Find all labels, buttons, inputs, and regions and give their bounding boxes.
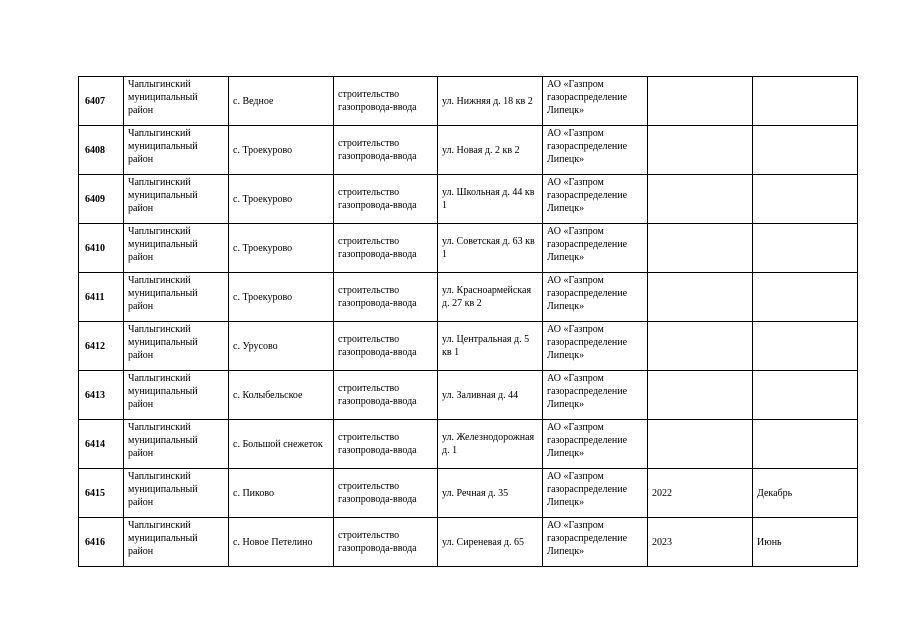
table-row (79, 224, 858, 273)
work-type-cell: строительство газопровода-ввода (334, 518, 438, 567)
month-cell (753, 420, 858, 469)
table-row (79, 77, 858, 126)
year-cell (648, 224, 753, 273)
address-cell: ул. Нижняя д. 18 кв 2 (438, 77, 543, 126)
row-number-cell: 6408 (79, 126, 124, 175)
village-cell: с. Урусово (229, 322, 334, 371)
row-number-cell: 6416 (79, 518, 124, 567)
district-cell: Чаплыгинский муниципальный район (124, 126, 229, 175)
year-cell (648, 420, 753, 469)
company-cell: АО «Газпром газораспределение Липецк» (543, 420, 648, 469)
year-cell: 2023 (648, 518, 753, 567)
month-cell: Июнь (753, 518, 858, 567)
month-cell (753, 371, 858, 420)
work-type-cell: строительство газопровода-ввода (334, 371, 438, 420)
company-cell: АО «Газпром газораспределение Липецк» (543, 77, 648, 126)
table-row (79, 420, 858, 469)
row-number-cell: 6415 (79, 469, 124, 518)
work-type-cell: строительство газопровода-ввода (334, 420, 438, 469)
row-number-cell: 6410 (79, 224, 124, 273)
district-cell: Чаплыгинский муниципальный район (124, 469, 229, 518)
year-cell (648, 175, 753, 224)
month-cell: Декабрь (753, 469, 858, 518)
district-cell: Чаплыгинский муниципальный район (124, 420, 229, 469)
address-cell: ул. Новая д. 2 кв 2 (438, 126, 543, 175)
company-cell: АО «Газпром газораспределение Липецк» (543, 322, 648, 371)
district-cell: Чаплыгинский муниципальный район (124, 77, 229, 126)
company-cell: АО «Газпром газораспределение Липецк» (543, 469, 648, 518)
company-cell: АО «Газпром газораспределение Липецк» (543, 126, 648, 175)
row-number-cell: 6409 (79, 175, 124, 224)
address-cell: ул. Сиреневая д. 65 (438, 518, 543, 567)
month-cell (753, 273, 858, 322)
table-row (79, 469, 858, 518)
row-number-cell: 6411 (79, 273, 124, 322)
address-cell: ул. Советская д. 63 кв 1 (438, 224, 543, 273)
work-type-cell: строительство газопровода-ввода (334, 469, 438, 518)
year-cell (648, 322, 753, 371)
district-cell: Чаплыгинский муниципальный район (124, 273, 229, 322)
village-cell: с. Пиково (229, 469, 334, 518)
address-cell: ул. Заливная д. 44 (438, 371, 543, 420)
company-cell: АО «Газпром газораспределение Липецк» (543, 518, 648, 567)
work-type-cell: строительство газопровода-ввода (334, 322, 438, 371)
village-cell: с. Троекурово (229, 126, 334, 175)
district-cell: Чаплыгинский муниципальный район (124, 518, 229, 567)
village-cell: с. Троекурово (229, 224, 334, 273)
company-cell: АО «Газпром газораспределение Липецк» (543, 273, 648, 322)
work-type-cell: строительство газопровода-ввода (334, 77, 438, 126)
gasification-table (78, 76, 858, 567)
district-cell: Чаплыгинский муниципальный район (124, 224, 229, 273)
table-row (79, 322, 858, 371)
address-cell: ул. Железнодорожная д. 1 (438, 420, 543, 469)
address-cell: ул. Центральная д. 5 кв 1 (438, 322, 543, 371)
table-row (79, 126, 858, 175)
row-number-cell: 6414 (79, 420, 124, 469)
row-number-cell: 6407 (79, 77, 124, 126)
village-cell: с. Троекурово (229, 175, 334, 224)
work-type-cell: строительство газопровода-ввода (334, 126, 438, 175)
address-cell: ул. Красноармейская д. 27 кв 2 (438, 273, 543, 322)
company-cell: АО «Газпром газораспределение Липецк» (543, 175, 648, 224)
company-cell: АО «Газпром газораспределение Липецк» (543, 224, 648, 273)
year-cell: 2022 (648, 469, 753, 518)
company-cell: АО «Газпром газораспределение Липецк» (543, 371, 648, 420)
work-type-cell: строительство газопровода-ввода (334, 224, 438, 273)
year-cell (648, 77, 753, 126)
year-cell (648, 273, 753, 322)
district-cell: Чаплыгинский муниципальный район (124, 175, 229, 224)
month-cell (753, 224, 858, 273)
work-type-cell: строительство газопровода-ввода (334, 273, 438, 322)
row-number-cell: 6413 (79, 371, 124, 420)
village-cell: с. Ведное (229, 77, 334, 126)
village-cell: с. Троекурово (229, 273, 334, 322)
table-row (79, 175, 858, 224)
row-number-cell: 6412 (79, 322, 124, 371)
year-cell (648, 371, 753, 420)
month-cell (753, 322, 858, 371)
table-body (79, 77, 858, 567)
month-cell (753, 175, 858, 224)
village-cell: с. Новое Петелино (229, 518, 334, 567)
address-cell: ул. Школьная д. 44 кв 1 (438, 175, 543, 224)
month-cell (753, 77, 858, 126)
village-cell: с. Колыбельское (229, 371, 334, 420)
year-cell (648, 126, 753, 175)
district-cell: Чаплыгинский муниципальный район (124, 371, 229, 420)
table-row (79, 518, 858, 567)
village-cell: с. Большой снежеток (229, 420, 334, 469)
work-type-cell: строительство газопровода-ввода (334, 175, 438, 224)
address-cell: ул. Речная д. 35 (438, 469, 543, 518)
table-row (79, 273, 858, 322)
table-row (79, 371, 858, 420)
district-cell: Чаплыгинский муниципальный район (124, 322, 229, 371)
month-cell (753, 126, 858, 175)
